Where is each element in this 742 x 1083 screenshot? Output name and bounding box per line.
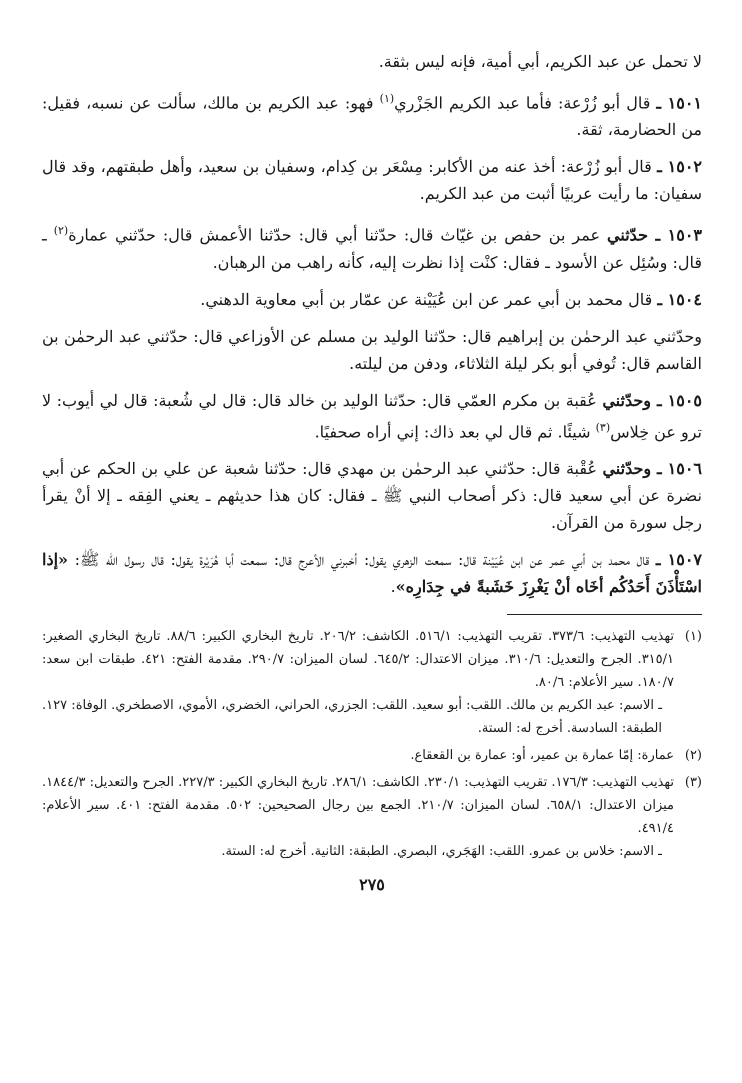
text-run: شيئًا. ثم قال لي بعد ذاك: إني أراه صحفيًا. — [314, 421, 596, 441]
footnote-label: (٣) — [684, 774, 702, 790]
footnote — [42, 744, 702, 767]
paragraph-p1502 — [42, 153, 702, 207]
bold-run: حدّثني — [607, 225, 656, 245]
text-run: لا تحمل عن عبد الكريم، أبي أمية، فإنه ليس بثقة. — [378, 52, 702, 71]
text-run: فهو: عبد الكريم بن مالك، سألت عن نسبه، فقيل: من الحضارمة، ثقة. — [42, 93, 702, 140]
footnote-text: ـ الاسم: خلاس بن عمرو. اللقب: الهَجَري، البصري. الطبقة: الثانية. أخرج له: الستة. — [221, 843, 662, 859]
paragraph-p1503 — [42, 217, 702, 275]
footnote-ref[interactable]: (١) — [379, 92, 395, 105]
paragraph-p1506 — [42, 455, 702, 536]
text-run: وحدّثني عبد الرحمٰن بن إبراهيم قال: حدّثنا الوليد بن مسلم عن الأوزاعي قال: حدّثني عبد الرحمٰن بن القاسم قال: تُوفي أبو بكر ليلة الثلاثاء، ودفن من ليلته. — [42, 326, 702, 373]
bold-run: وحدّثني — [602, 390, 657, 410]
footnote-ref[interactable]: (٣) — [595, 420, 611, 434]
paragraph-p1505 — [42, 387, 702, 445]
page-number: ٢٧٥ — [359, 874, 385, 894]
footnote-ref[interactable]: (٢) — [53, 224, 69, 238]
footnote-label: (١) — [684, 628, 702, 644]
bold-run: ١٥٠٥ ـ — [656, 390, 703, 410]
paragraph-p1504 — [42, 286, 702, 313]
text-run: عُقبة بن مكرم العمّي قال: حدّثنا الوليد بن خالد قال: قال لي شُعبة: قال لي أيوب: لا ترو عن خِلاس — [42, 390, 702, 441]
text-run: . — [390, 576, 396, 596]
footnote-text: عمارة: إمّا عمارة بن عمير، أو: عمارة بن القعقاع. — [410, 747, 674, 763]
text-run: ـ قال: وسُئِل عن الأسود ـ فقال: كنْت إذا نظرت إليه، كأنه راهب من الرهبان. — [42, 225, 702, 272]
bold-run: ١٥٠٤ ـ — [657, 289, 702, 309]
bold-run: ١٥٠٦ ـ — [657, 458, 703, 478]
bold-run: ١٥٠٧ ـ — [655, 549, 702, 569]
paragraph-p1504b — [42, 323, 702, 377]
paragraph-p1501 — [42, 85, 702, 143]
paragraph-p0 — [42, 48, 702, 75]
footnote-separator — [507, 614, 702, 615]
bold-run: ١٥٠٢ ـ — [657, 157, 702, 177]
paragraph-p1507 — [42, 546, 702, 600]
footnote — [42, 771, 702, 863]
bold-run: وحدّثني — [602, 458, 658, 478]
book-page — [42, 48, 702, 894]
bold-run: ١٥٠١ ـ — [656, 93, 703, 113]
bold-run: «إذا اسْتَأْذَنَ أَحَدُكُم أخَاه أنْ يَغْرِزَ خَشَبةً في جِدَارِه» — [42, 549, 702, 596]
footnote-text: تهذيب التهذيب: ٣٧٣/٦. تقريب التهذيب: ٥١٦/١. الكاشف: ٢٠٦/٢. تاريخ البخاري الكبير: ٨٨/٦. تاريخ البخاري الصغير: ٣١٥/١. الجرح والتعديل: ٣١٠/٦. ميزان الاعتدال: ٦٤٥/٢. لسان الميزان: ٢٩٠/٧. مقدمة الفتح: ٤٢١. طبقات ابن سعد: ١٨٠/٧. سير الأعلام: ٨٠/٦. — [42, 628, 675, 690]
footnote-text: تهذيب التهذيب: ١٧٦/٣. تقريب التهذيب: ٢٣٠/١. الكاشف: ٢٨٦/١. تاريخ البخاري الكبير: ٢٢٧/٣. الجرح والتعديل: ١٨٤٤/٣. ميزان الاعتدال: ٦٥٨/١. لسان الميزان: ٢١٠/٧. الجمع بين رجال الصحيحين: ٥٠٢. مقدمة الفتح: ٤٠١. سير الأعلام: ٤٩١/٤. — [42, 774, 675, 836]
text-run: قال أبو زُرْعة: فأما عبد الكريم الجَزْري — [394, 93, 657, 113]
bold-run: ١٥٠٣ ـ — [655, 225, 703, 245]
text-run: قال أبو زُرْعة: أخذ عنه من الأكابر: مِسْعَر بن كِدام، وسفيان بن سعيد، وأهل طبقتهم، وقد قال سفيان: ما رأيت عربيًا أثبت من عبد الكريم. — [42, 157, 702, 204]
main-text — [42, 48, 702, 600]
footnote — [42, 625, 702, 740]
text-run: عُقْبة قال: حدّثني عبد الرحمٰن بن مهدي قال: حدّثنا شعبة عن علي بن الحكم عن أبي نضرة عن أبي سعيد قال: ذكر أصحاب النبي ﷺ ـ فقال: كان هذا حديثهم ـ يعني الفِقه ـ إلا أنْ يقرأ رجل سورة من القرآن. — [42, 458, 702, 532]
footnote-label: (٢) — [684, 747, 702, 763]
text-run: قال محمد بن أبي عمر عن ابن عُيَيْنة قال: سمعت الزهري يقول: أخبرني الأعرج قال: سمعت أبا هُرَيْرة يقول: قال رسول الله ﷺ: — [68, 549, 656, 569]
footnotes — [42, 625, 702, 863]
text-run: قال محمد بن أبي عمر عن ابن عُيَيْنة عن عمّار بن أبي معاوية الدهني. — [200, 289, 658, 309]
text-run: عمر بن حفص بن غيّاث قال: حدّثنا أبي قال: حدّثنا الأعمش قال: حدّثني عمارة — [68, 225, 608, 245]
footnote-text: ـ الاسم: عبد الكريم بن مالك. اللقب: أبو سعيد. اللقب: الجزري، الحراني، الخضري، الأموي، الاصطخري. الوفاة: ١٢٧. الطبقة: السادسة. أخرج له: الستة. — [42, 697, 662, 736]
